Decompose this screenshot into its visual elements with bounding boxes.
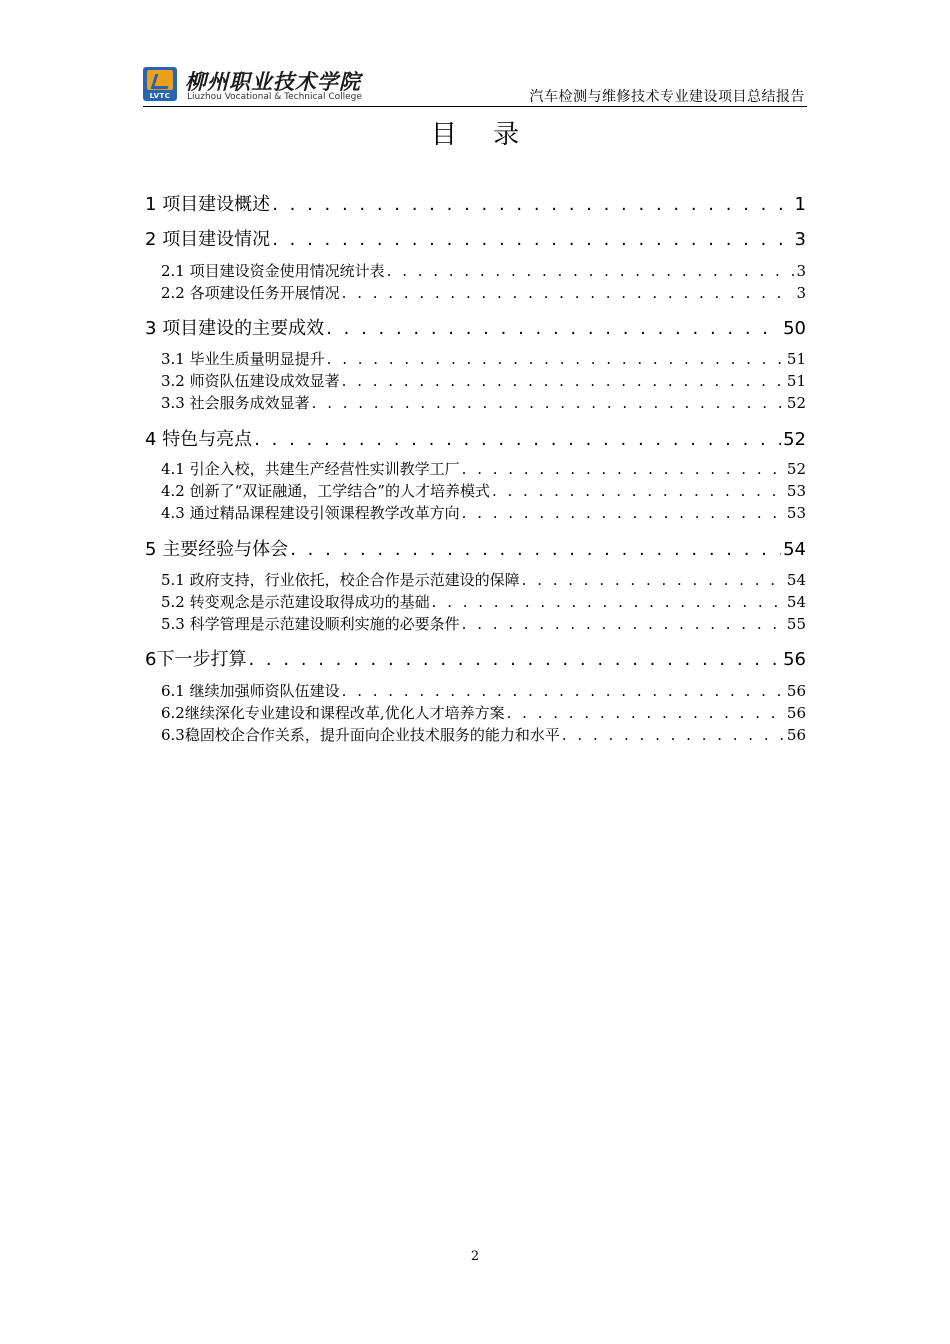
toc-entry[interactable] xyxy=(145,645,806,671)
toc-entry-number: 6 xyxy=(145,649,157,670)
toc-entry-page: 54 xyxy=(786,571,806,589)
toc-entry-number: 2 xyxy=(145,229,157,250)
toc-entry[interactable] xyxy=(161,613,806,634)
toc-leader-dots xyxy=(290,539,781,560)
toc-entry-number: 3 xyxy=(145,318,157,339)
college-name-cn: 柳州职业技术学院 xyxy=(185,69,361,94)
toc-entry-title: 创新了“双证融通，工学结合”的人才培养模式 xyxy=(189,482,490,500)
toc-entry-title: 项目建设的主要成效 xyxy=(162,318,325,339)
toc-leader-dots xyxy=(462,460,785,478)
toc-entry-page: 56 xyxy=(783,649,806,670)
toc-leader-dots xyxy=(342,682,785,700)
toc-entry-number: 3.2 xyxy=(161,372,185,390)
toc-entry-page: 56 xyxy=(786,704,806,722)
toc-leader-dots xyxy=(522,571,785,589)
toc-entry[interactable] xyxy=(161,724,806,745)
toc-entry-title: 特色与亮点 xyxy=(162,429,253,450)
toc-entry-title: 稳固校企合作关系，提升面向企业技术服务的能力和水平 xyxy=(184,726,560,744)
toc-entry-number: 4 xyxy=(145,429,157,450)
college-name-en: Liuzhou Vocational & Technical College xyxy=(187,92,362,102)
toc-entry-title: 转变观念是示范建设取得成功的基础 xyxy=(189,593,430,611)
toc-leader-dots xyxy=(312,394,785,412)
toc-entry-title: 毕业生质量明显提升 xyxy=(189,350,325,368)
toc-entry-title: 各项建设任务开展情况 xyxy=(189,284,340,302)
toc-entry-page: 1 xyxy=(794,194,806,215)
toc-entry-page: 3 xyxy=(796,284,806,302)
toc-leader-dots xyxy=(462,615,785,633)
toc-entry-number: 2.1 xyxy=(161,262,185,280)
toc-entry-title: 科学管理是示范建设顺利实施的必要条件 xyxy=(189,615,460,633)
toc-entry-number: 4.1 xyxy=(161,460,185,478)
toc-entry-number: 6.1 xyxy=(161,682,185,700)
toc-entry[interactable] xyxy=(161,392,806,413)
toc-entry-title: 政府支持，行业依托，校企合作是示范建设的保障 xyxy=(189,571,520,589)
toc-entry-page: 55 xyxy=(786,615,806,633)
toc-leader-dots xyxy=(462,504,785,522)
toc-entry-page: 51 xyxy=(786,372,806,390)
toc-entry[interactable] xyxy=(161,502,806,523)
toc-leader-dots xyxy=(248,649,781,670)
toc-entry-title: 社会服务成效显著 xyxy=(189,394,310,412)
toc-entry[interactable] xyxy=(161,282,806,303)
toc-leader-dots xyxy=(342,284,795,302)
toc-entry-number: 5.2 xyxy=(161,593,185,611)
toc-entry[interactable] xyxy=(161,260,806,281)
toc-leader-dots xyxy=(272,229,792,250)
toc-entry[interactable] xyxy=(161,458,806,479)
toc-entry[interactable] xyxy=(161,348,806,369)
toc-entry-title: 项目建设情况 xyxy=(162,229,271,250)
toc-entry-page: 51 xyxy=(786,350,806,368)
toc-entry-page: 54 xyxy=(783,539,806,560)
toc-leader-dots xyxy=(342,372,785,390)
toc-entry-title: 引企入校，共建生产经营性实训教学工厂 xyxy=(189,460,460,478)
toc-entry-title: 主要经验与体会 xyxy=(162,539,289,560)
toc-entry-number: 3.3 xyxy=(161,394,185,412)
college-logo-icon xyxy=(143,67,177,101)
toc-leader-dots xyxy=(254,429,781,450)
toc-entry-page: 52 xyxy=(783,429,806,450)
toc-entry-page: 3 xyxy=(794,229,806,250)
toc-entry-page: 53 xyxy=(786,482,806,500)
toc-entry[interactable] xyxy=(145,535,806,561)
toc-entry-title: 通过精品课程建设引领课程教学改革方向 xyxy=(189,504,460,522)
toc-entry-number: 5 xyxy=(145,539,157,560)
toc-entry[interactable] xyxy=(161,370,806,391)
toc-entry-page: 52 xyxy=(786,394,806,412)
toc-entry-page: 56 xyxy=(786,726,806,744)
toc-entry-number: 1 xyxy=(145,194,157,215)
toc-leader-dots xyxy=(327,350,785,368)
page-number: 2 xyxy=(470,1249,480,1264)
toc-leader-dots xyxy=(432,593,785,611)
toc-entry-page: 53 xyxy=(786,504,806,522)
toc-entry-page: 52 xyxy=(786,460,806,478)
toc-leader-dots xyxy=(507,704,785,722)
toc-entry-title: 师资队伍建设成效显著 xyxy=(189,372,340,390)
toc-entry-title: 下一步打算 xyxy=(156,649,247,670)
logo-abbreviation: LVTC xyxy=(149,92,171,100)
toc-entry-number: 6.2 xyxy=(161,704,185,722)
toc-entry-page: 56 xyxy=(786,682,806,700)
toc-entry-number: 3.1 xyxy=(161,350,185,368)
toc-entry-title: 继续加强师资队伍建设 xyxy=(189,682,340,700)
toc-entry-number: 4.2 xyxy=(161,482,185,500)
toc-entry[interactable] xyxy=(161,680,806,701)
toc-entry[interactable] xyxy=(145,190,806,216)
toc-entry[interactable] xyxy=(161,480,806,501)
toc-leader-dots xyxy=(326,318,781,339)
toc-entry[interactable] xyxy=(145,425,806,451)
toc-leader-dots xyxy=(562,726,785,744)
toc-entry-number: 5.3 xyxy=(161,615,185,633)
toc-entry[interactable] xyxy=(161,591,806,612)
toc-entry[interactable] xyxy=(145,314,806,340)
toc-entry[interactable] xyxy=(161,702,806,723)
toc-entry-title: 项目建设资金使用情况统计表 xyxy=(189,262,385,280)
toc-entry-page: 50 xyxy=(783,318,806,339)
toc-entry-number: 5.1 xyxy=(161,571,185,589)
toc-entry-number: 4.3 xyxy=(161,504,185,522)
toc-entry-page: 3 xyxy=(796,262,806,280)
toc-entry[interactable] xyxy=(161,569,806,590)
toc-leader-dots xyxy=(272,194,792,215)
toc-leader-dots xyxy=(387,262,795,280)
toc-entry-title: 继续深化专业建设和课程改革,优化人才培养方案 xyxy=(184,704,505,722)
toc-entry-number: 6.3 xyxy=(161,726,185,744)
page-header xyxy=(143,64,807,107)
toc-leader-dots xyxy=(492,482,785,500)
toc-heading: 目 录 xyxy=(430,120,534,150)
report-title: 汽车检测与维修技术专业建设项目总结报告 xyxy=(529,89,805,105)
toc-entry-title: 项目建设概述 xyxy=(162,194,271,215)
toc-entry-number: 2.2 xyxy=(161,284,185,302)
toc-entry[interactable] xyxy=(145,225,806,251)
toc-entry-page: 54 xyxy=(786,593,806,611)
